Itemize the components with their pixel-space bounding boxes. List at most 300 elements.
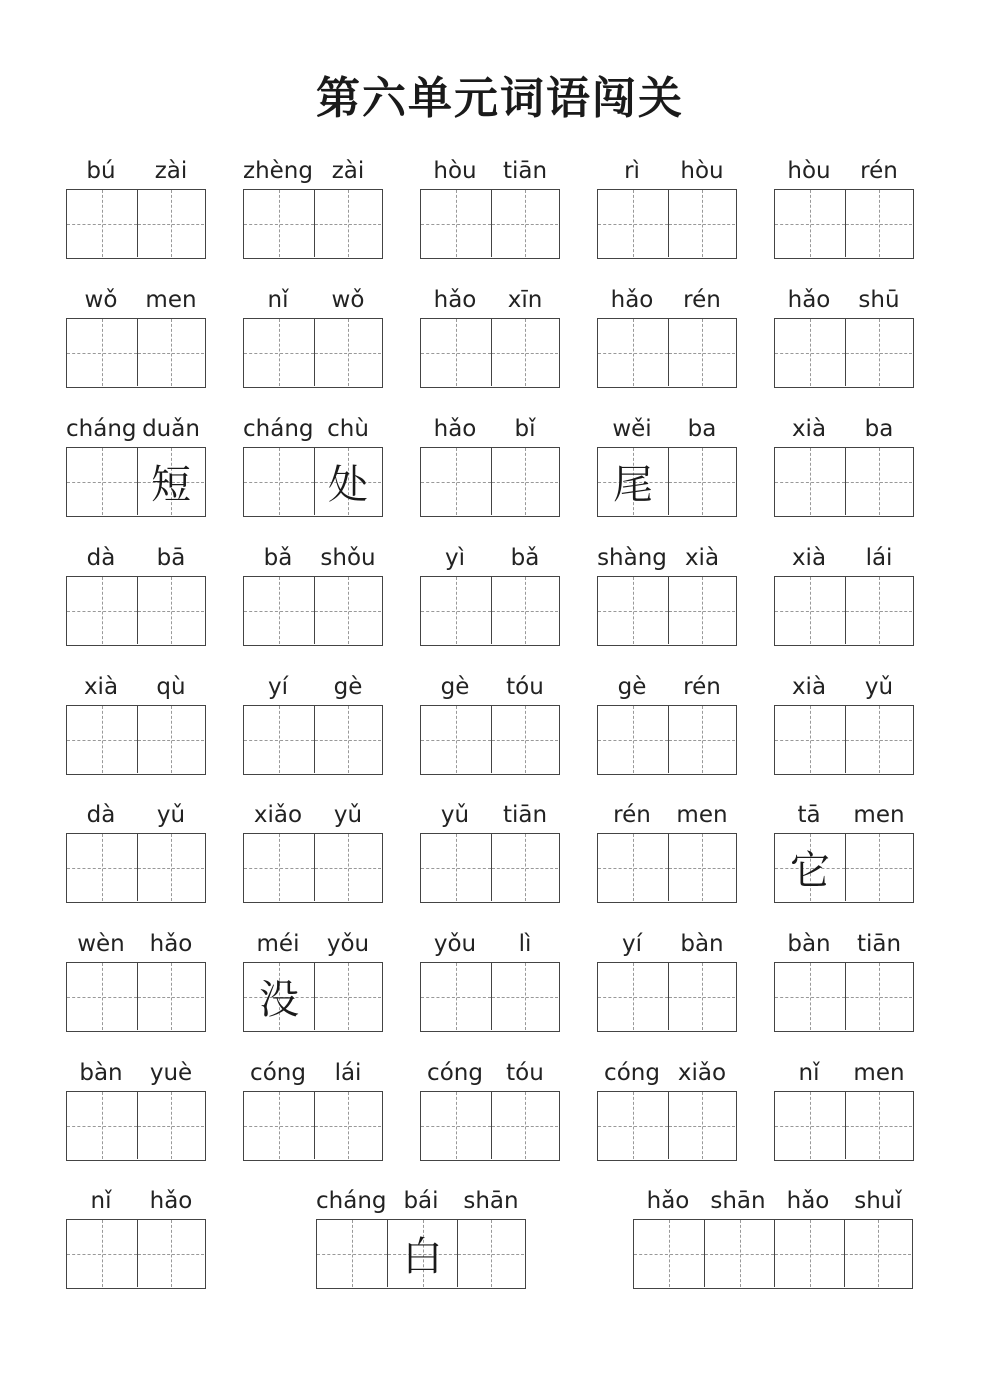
hanzi-char [846,963,912,1030]
hanzi-char [492,319,558,386]
word-item [420,411,560,517]
hanzi-char [244,319,314,386]
hanzi-char [669,1092,735,1159]
tian-cell[interactable] [634,1220,704,1287]
word-item [597,797,737,903]
pinyin-label: nǐ [267,287,289,313]
tian-cell[interactable] [598,319,668,386]
hanzi-char: 处 [328,462,368,508]
tian-cell[interactable] [598,577,668,644]
pinyin-label: bàn [79,1060,123,1086]
pinyin-label: yǔ [440,802,470,828]
writing-box [597,1091,737,1161]
tian-cell[interactable] [491,963,558,1030]
pinyin-label: rén [860,158,898,184]
pinyin-label: shān [463,1188,519,1214]
pinyin-label: cóng [604,1060,660,1086]
hanzi-char [775,319,845,386]
pinyin-label: bǐ [514,416,536,442]
pinyin-label: nǐ [90,1188,112,1214]
tian-cell[interactable] [775,190,845,257]
pinyin-label: hǎo [787,287,831,313]
tian-cell[interactable] [314,1092,381,1159]
tian-cell[interactable] [314,448,381,515]
hanzi-char [138,1092,204,1159]
tian-cell[interactable] [421,448,491,515]
pinyin-label: chù [327,416,369,442]
hanzi-char [421,319,491,386]
hanzi-char: 白 [402,1234,443,1280]
writing-box [420,189,560,259]
hanzi-char [598,834,668,901]
pinyin-label: hòu [433,158,477,184]
hanzi-char [317,1220,387,1287]
tian-cell[interactable] [845,834,912,901]
hanzi-char [492,834,558,901]
word-item [243,540,383,646]
pinyin-label: wǒ [84,287,118,313]
tian-cell[interactable] [775,963,845,1030]
hanzi-char [846,448,912,515]
hanzi-char [138,834,204,901]
tian-cell[interactable] [421,834,491,901]
word-item [66,926,206,1032]
word-item [633,1183,913,1289]
tian-cell[interactable] [668,963,735,1030]
pinyin-label: lái [334,1060,362,1086]
tian-cell[interactable] [845,319,912,386]
tian-cell[interactable] [491,577,558,644]
tian-cell[interactable] [845,448,912,515]
word-item [774,1055,914,1161]
tian-cell[interactable] [67,963,137,1030]
tian-cell[interactable] [775,1092,845,1159]
writing-box [420,833,560,903]
writing-box [420,962,560,1032]
pinyin-label: shū [858,287,900,313]
tian-cell[interactable] [137,706,204,773]
tian-cell[interactable] [137,190,204,257]
pinyin-label: méi [256,931,300,957]
writing-box [243,189,383,259]
pinyin-label: xià [791,545,827,571]
pinyin-label: xià [791,674,827,700]
pinyin-label: yǔ [156,802,186,828]
hanzi-char [421,1092,491,1159]
tian-cell[interactable] [668,706,735,773]
pinyin-label: men [145,287,197,313]
tian-cell[interactable] [491,1092,558,1159]
hanzi-char [775,190,845,257]
pinyin-label: cháng [243,416,314,442]
pinyin-label: hǎo [433,287,477,313]
hanzi-char [138,1220,204,1287]
pinyin-label: hǎo [786,1188,830,1214]
hanzi-char [67,834,137,901]
writing-box [597,833,737,903]
word-item [420,153,560,259]
pinyin-label: tiān [856,931,902,957]
writing-box [420,447,560,517]
pinyin-label: tóu [506,1060,544,1086]
pinyin-label: yǒu [433,931,477,957]
tian-cell[interactable] [244,577,314,644]
pinyin-label: hòu [787,158,831,184]
hanzi-char: 短 [151,462,191,508]
word-item [243,153,383,259]
tian-cell[interactable] [244,1092,314,1159]
tian-cell[interactable] [317,1220,387,1287]
tian-cell[interactable] [314,319,381,386]
page-title: 第六单元词语闯关 [316,73,684,124]
tian-cell[interactable] [314,190,381,257]
pinyin-label: wǒ [331,287,365,313]
hanzi-char [492,448,558,515]
writing-box [66,833,206,903]
tian-cell[interactable] [844,1220,911,1287]
pinyin-label: yǔ [333,802,363,828]
tian-cell[interactable] [491,448,558,515]
tian-cell[interactable] [421,577,491,644]
word-item [420,669,560,775]
tian-cell[interactable] [137,963,204,1030]
pinyin-label: yí [621,931,642,957]
writing-box [66,447,206,517]
pinyin-label: cóng [250,1060,306,1086]
tian-cell[interactable] [244,706,314,773]
hanzi-char [138,190,204,257]
word-item [774,411,914,517]
word-item [66,669,206,775]
writing-box [774,962,914,1032]
word-item [66,797,206,903]
pinyin-label: xià [684,545,720,571]
hanzi-char [315,834,381,901]
writing-box [243,705,383,775]
writing-box [774,447,914,517]
hanzi-char [67,963,137,1030]
hanzi-char [315,706,381,773]
tian-cell[interactable] [668,834,735,901]
pinyin-label: tā [797,802,821,828]
hanzi-char [315,577,381,644]
writing-box [597,962,737,1032]
writing-box [66,1091,206,1161]
pinyin-label: hǎo [646,1188,690,1214]
hanzi-char [244,834,314,901]
word-item [243,926,383,1032]
hanzi-char [846,577,912,644]
hanzi-char [67,706,137,773]
tian-cell[interactable] [775,834,845,901]
tian-cell[interactable] [491,190,558,257]
tian-cell[interactable] [67,1092,137,1159]
word-item [66,153,206,259]
pinyin-label: men [853,802,905,828]
writing-box [66,705,206,775]
writing-box [420,318,560,388]
writing-box [597,576,737,646]
tian-cell[interactable] [668,1092,735,1159]
pinyin-label: yuè [149,1060,193,1086]
pinyin-label: xiǎo [253,802,303,828]
writing-box [243,318,383,388]
word-item [66,411,206,517]
tian-cell[interactable] [598,834,668,901]
word-item [597,540,737,646]
hanzi-char [421,963,491,1030]
tian-cell[interactable] [67,448,137,515]
hanzi-char [705,1220,774,1287]
tian-cell[interactable] [598,1092,668,1159]
hanzi-char [845,1220,911,1287]
pinyin-label: lì [518,931,532,957]
writing-box [774,576,914,646]
tian-cell[interactable] [387,1220,457,1287]
tian-cell[interactable] [421,190,491,257]
tian-cell[interactable] [421,319,491,386]
word-item [66,540,206,646]
pinyin-label: wěi [612,416,652,442]
word-item [420,1055,560,1161]
hanzi-char [244,448,314,515]
word-item [597,1055,737,1161]
hanzi-char [421,706,491,773]
hanzi-char: 它 [790,848,830,894]
word-item [66,1183,206,1289]
hanzi-char [244,577,314,644]
tian-cell[interactable] [137,577,204,644]
tian-cell[interactable] [598,448,668,515]
tian-cell[interactable] [137,834,204,901]
tian-cell[interactable] [244,319,314,386]
pinyin-label: tiān [502,802,548,828]
pinyin-label: dà [86,802,116,828]
word-item [597,926,737,1032]
tian-cell[interactable] [67,834,137,901]
hanzi-char [492,190,558,257]
pinyin-label: shuǐ [854,1188,902,1214]
hanzi-char [669,319,735,386]
pinyin-label: nǐ [798,1060,820,1086]
tian-cell[interactable] [137,448,204,515]
word-item [774,282,914,388]
pinyin-label: shān [710,1188,766,1214]
writing-box [774,833,914,903]
writing-box [774,318,914,388]
pinyin-label: bàn [787,931,831,957]
tian-cell[interactable] [668,319,735,386]
pinyin-label: hǎo [149,1188,193,1214]
hanzi-char [846,1092,912,1159]
pinyin-label: qù [156,674,186,700]
hanzi-char: 没 [259,977,299,1023]
word-item [420,540,560,646]
hanzi-char [669,190,735,257]
writing-box [420,705,560,775]
pinyin-label: gè [333,674,363,700]
hanzi-char [67,1092,137,1159]
writing-box [243,962,383,1032]
writing-box [243,576,383,646]
hanzi-char [315,190,381,257]
pinyin-label: cháng [316,1188,387,1214]
pinyin-label: bā [156,545,186,571]
writing-box [597,705,737,775]
hanzi-char [138,706,204,773]
pinyin-label: bú [86,158,116,184]
pinyin-label: bái [403,1188,439,1214]
hanzi-char [244,1092,314,1159]
pinyin-label: hǎo [433,416,477,442]
word-item [66,1055,206,1161]
tian-cell[interactable] [244,190,314,257]
pinyin-label: shǒu [320,545,376,571]
pinyin-label: bàn [680,931,724,957]
tian-cell[interactable] [845,190,912,257]
hanzi-char: 尾 [613,462,653,508]
tian-cell[interactable] [491,834,558,901]
hanzi-char [775,706,845,773]
hanzi-char [138,963,204,1030]
hanzi-char [598,319,668,386]
writing-box [66,318,206,388]
hanzi-char [846,706,912,773]
tian-cell[interactable] [421,706,491,773]
writing-box [66,576,206,646]
writing-box [243,1091,383,1161]
pinyin-label: ba [687,416,717,442]
hanzi-char [244,190,314,257]
tian-cell[interactable] [491,319,558,386]
pinyin-label: ba [864,416,894,442]
tian-cell[interactable] [598,963,668,1030]
pinyin-label: yí [267,674,288,700]
tian-cell[interactable] [668,577,735,644]
pinyin-label: xiǎo [677,1060,727,1086]
pinyin-label: yì [444,545,465,571]
word-item [243,797,383,903]
tian-cell[interactable] [67,319,137,386]
word-item [420,926,560,1032]
hanzi-char [315,319,381,386]
hanzi-char [492,577,558,644]
hanzi-char [67,577,137,644]
tian-cell[interactable] [314,577,381,644]
tian-cell[interactable] [775,319,845,386]
pinyin-label: gè [440,674,470,700]
word-item [597,411,737,517]
hanzi-char [492,706,558,773]
pinyin-label: tóu [506,674,544,700]
tian-cell[interactable] [137,319,204,386]
tian-cell[interactable] [314,706,381,773]
hanzi-char [598,706,668,773]
word-item [243,282,383,388]
pinyin-label: wèn [77,931,125,957]
tian-cell[interactable] [137,1092,204,1159]
word-item [774,797,914,903]
hanzi-char [775,577,845,644]
writing-box [316,1219,526,1289]
pinyin-label: hòu [680,158,724,184]
hanzi-char [598,1092,668,1159]
hanzi-char [634,1220,704,1287]
tian-cell[interactable] [775,448,845,515]
tian-cell[interactable] [668,190,735,257]
word-item [597,153,737,259]
hanzi-char [67,448,137,515]
tian-cell[interactable] [845,706,912,773]
tian-cell[interactable] [845,1092,912,1159]
hanzi-char [598,963,668,1030]
word-item [243,1055,383,1161]
hanzi-char [138,577,204,644]
writing-box [774,189,914,259]
pinyin-label: bǎ [510,545,540,571]
hanzi-char [669,834,735,901]
tian-cell[interactable] [421,1092,491,1159]
pinyin-label: dà [86,545,116,571]
hanzi-char [67,319,137,386]
hanzi-char [421,448,491,515]
hanzi-char [846,834,912,901]
tian-cell[interactable] [457,1220,524,1287]
tian-cell[interactable] [704,1220,774,1287]
tian-cell[interactable] [598,190,668,257]
pinyin-label: men [853,1060,905,1086]
tian-cell[interactable] [774,1220,844,1287]
word-item [774,926,914,1032]
hanzi-char [669,448,735,515]
writing-box [597,447,737,517]
tian-cell[interactable] [244,963,314,1030]
tian-cell[interactable] [244,834,314,901]
hanzi-char [775,448,845,515]
writing-box [420,576,560,646]
writing-box [774,705,914,775]
hanzi-char [669,577,735,644]
hanzi-char [138,319,204,386]
hanzi-char [458,1220,524,1287]
tian-cell[interactable] [314,963,381,1030]
word-item [774,153,914,259]
hanzi-char [67,1220,137,1287]
tian-cell[interactable] [67,190,137,257]
word-item [597,282,737,388]
tian-cell[interactable] [244,448,314,515]
tian-cell[interactable] [67,1220,137,1287]
writing-box [420,1091,560,1161]
tian-cell[interactable] [845,577,912,644]
tian-cell[interactable] [137,1220,204,1287]
pinyin-label: cóng [427,1060,483,1086]
tian-cell[interactable] [67,577,137,644]
tian-cell[interactable] [314,834,381,901]
tian-cell[interactable] [845,963,912,1030]
tian-cell[interactable] [598,706,668,773]
tian-cell[interactable] [421,963,491,1030]
tian-cell[interactable] [67,706,137,773]
tian-cell[interactable] [491,706,558,773]
tian-cell[interactable] [775,577,845,644]
tian-cell[interactable] [775,706,845,773]
hanzi-char [669,963,735,1030]
tian-cell[interactable] [668,448,735,515]
hanzi-char [421,190,491,257]
pinyin-label: rì [624,158,640,184]
writing-box [66,962,206,1032]
